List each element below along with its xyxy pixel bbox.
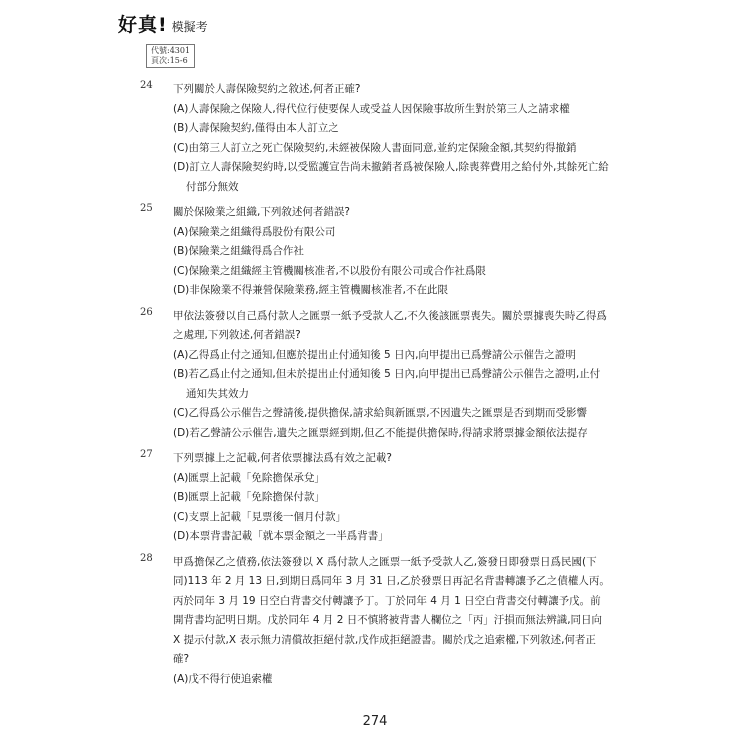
page-header xyxy=(118,10,208,37)
question-28 xyxy=(140,553,610,690)
option-a: (A)匯票上記載「免除擔保承兌」 xyxy=(173,471,325,484)
question-number: 28 xyxy=(140,552,153,564)
option-b: (B)匯票上記載「免除擔保付款」 xyxy=(173,491,325,503)
option-a: (A)保險業之組織得爲股份有限公司 xyxy=(173,225,336,238)
option-d: (D)若乙聲請公示催告,遺失之匯票經到期,但乙不能提供擔保時,得請求將票據金額依法提存 xyxy=(173,426,588,439)
question-stem: 甲爲擔保乙之債務,依法簽發以 X 爲付款人之匯票一紙予受款人乙,簽發日即發票日爲民國(下同)113 年 2 月 13 日,到期日爲同年 3 月 31 日,乙於發票日再記名背書轉讓予乙之債權人丙。丙於同年 3 月 19 日空白背書交付轉讓予丁。丁於同年 4 月 1 日空白背書交付轉讓予戊。前開背書均記明日期。戊於同年 4 月 2 日不慎將被背書人欄位之「丙」汙損而無法辨識,同日向 X 提示付款,X 表示無力清償故拒絕付款,戊作成拒絕證書。關於戊之追索權,下列敘述,何者正確? xyxy=(173,555,610,665)
option-a: (A)人壽保險之保險人,得代位行使要保人或受益人因保險事故所生對於第三人之請求權 xyxy=(173,102,570,115)
question-list xyxy=(140,80,610,695)
header-subtitle: 模擬考 xyxy=(171,20,208,34)
question-number: 27 xyxy=(140,449,153,460)
question-number: 25 xyxy=(140,203,153,214)
question-25 xyxy=(140,203,610,301)
option-a: (A)戊不得行使追索權 xyxy=(173,672,273,685)
question-stem: 甲依法簽發以自己爲付款人之匯票一紙予受款人乙,不久後該匯票喪失。關於票據喪失時乙得爲之處理,下列敘述,何者錯誤? xyxy=(173,309,607,341)
option-c: (C)支票上記載「見票後一個月付款」 xyxy=(173,510,347,523)
option-d: (D)本票背書記載「就本票金額之一半爲背書」 xyxy=(173,530,389,542)
option-b: (B)若乙爲止付之通知,但未於提出止付通知後 5 日內,向甲提出已爲聲請公示催告之證明,止付通知失其效力 xyxy=(173,368,601,400)
page-count: 頁次:15-6 xyxy=(151,56,188,65)
question-stem: 關於保險業之組織,下列敘述何者錯誤? xyxy=(173,206,350,218)
question-stem: 下列票據上之記載,何者依票據法爲有效之記載? xyxy=(173,452,392,464)
option-b: (B)人壽保險契約,僅得由本人訂立之 xyxy=(173,122,339,134)
option-b: (B)保險業之組織得爲合作社 xyxy=(173,245,304,257)
question-24 xyxy=(140,80,610,197)
brand-logo: 好真! xyxy=(118,14,168,36)
question-stem: 下列關於人壽保險契約之敘述,何者正確? xyxy=(173,83,361,95)
exam-code: 代號:4301 xyxy=(151,46,191,55)
option-c: (C)保險業之組織經主管機關核准者,不以股份有限公司或合作社爲限 xyxy=(173,264,486,277)
question-27 xyxy=(140,449,610,547)
question-26 xyxy=(140,307,610,444)
question-number: 26 xyxy=(140,306,153,318)
page-number: 274 xyxy=(362,714,388,729)
option-c: (C)乙得爲公示催告之聲請後,提供擔保,請求給與新匯票,不因遺失之匯票是否到期而受影響 xyxy=(173,407,588,419)
exam-code-box xyxy=(146,44,195,68)
question-number: 24 xyxy=(140,80,153,91)
option-d: (D)訂立人壽保險契約時,以受監護宣告尚未撤銷者爲被保險人,除喪葬費用之給付外,其餘死亡給付部分無效 xyxy=(173,161,609,193)
option-a: (A)乙得爲止付之通知,但應於提出止付通知後 5 日內,向甲提出已爲聲請公示催告之證明 xyxy=(173,348,576,361)
option-c: (C)由第三人訂立之死亡保險契約,未經被保險人書面同意,並約定保險金額,其契約得撤銷 xyxy=(173,141,577,154)
option-d: (D)非保險業不得兼營保險業務,經主管機關核准者,不在此限 xyxy=(173,284,448,296)
